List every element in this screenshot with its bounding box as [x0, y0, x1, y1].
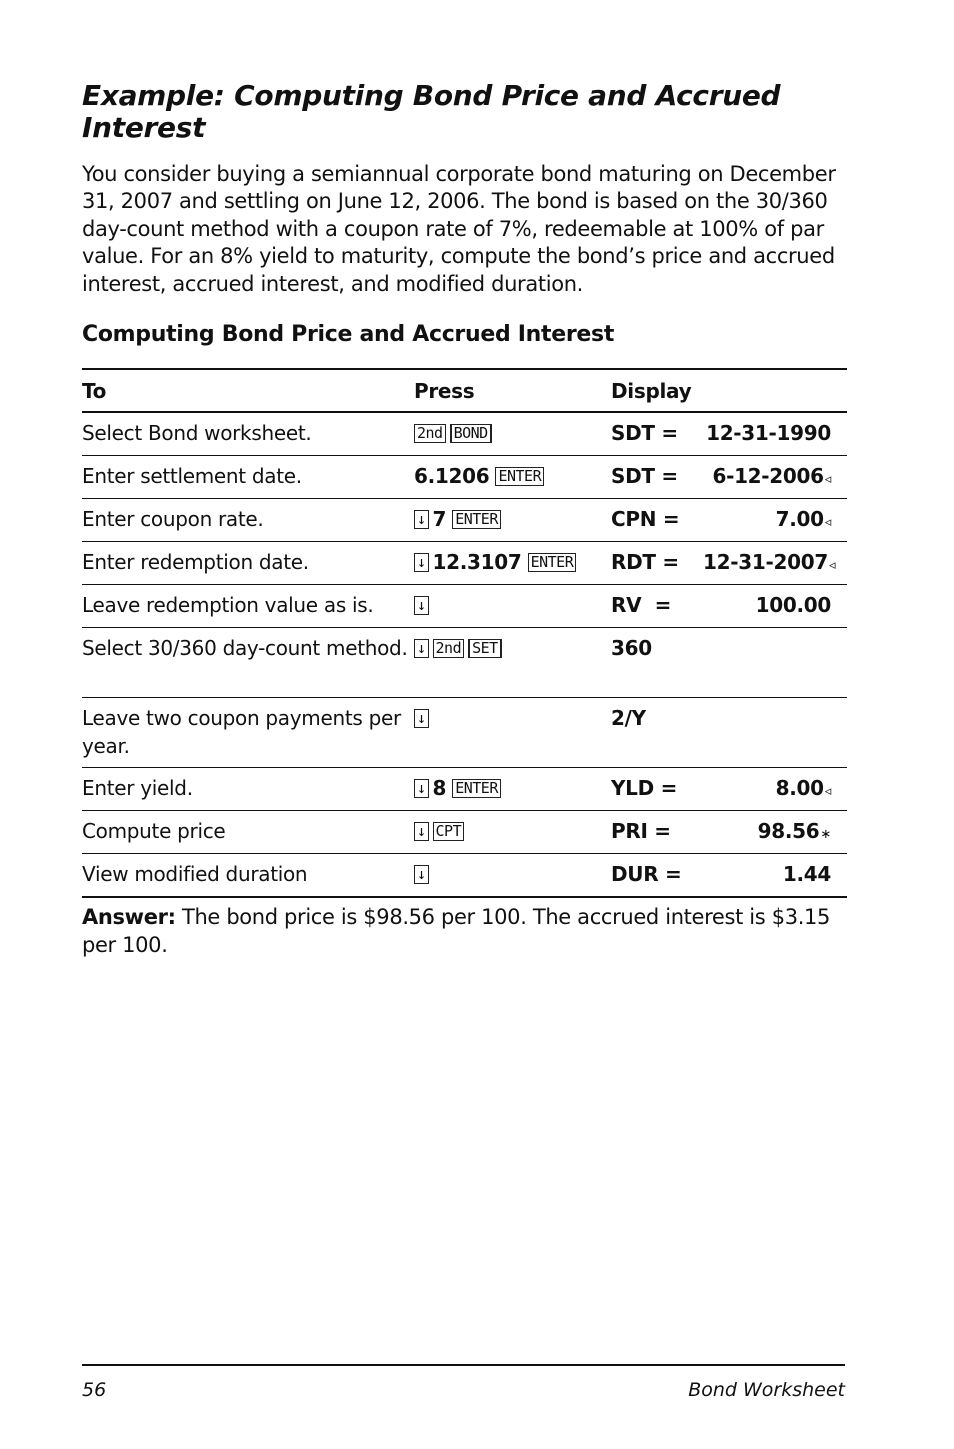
step-keystrokes [414, 412, 611, 456]
intro-paragraph: You consider buying a semiannual corporate bond maturing on December 31, 2007 and settling on June 12, 2006. The bond is based on the 30/360 day-count method with a coupon rate of 7%, redeemable at 100% of par value. For an 8% yield to maturity, compute the bond’s price and accrued interest, accrued interest, and modified duration. [82, 162, 836, 296]
display-value [703, 854, 847, 898]
display-label: 2/Y [611, 698, 703, 768]
down-arrow-key: ↓ [414, 596, 429, 615]
footer-divider [82, 1364, 845, 1366]
display-value [703, 628, 847, 698]
table-row [82, 499, 847, 542]
display-label: DUR = [611, 854, 703, 898]
display-value [703, 585, 847, 628]
step-description: View modified duration [82, 854, 414, 898]
set-key: SET [468, 639, 502, 658]
table-row [82, 456, 847, 499]
down-arrow-key: ↓ [414, 779, 429, 798]
manual-page [82, 0, 847, 1449]
step-keystrokes [414, 698, 611, 768]
column-header-display: Display [611, 369, 847, 412]
display-value-text: 12-31-1990 [706, 421, 832, 445]
down-arrow-key: ↓ [414, 865, 429, 884]
down-arrow-key: ↓ [414, 553, 429, 572]
step-keystrokes [414, 628, 611, 698]
column-header-press: Press [414, 369, 611, 412]
answer-label: Answer: [82, 905, 176, 929]
step-keystrokes [414, 456, 611, 499]
display-value-text: 8.00 [775, 776, 824, 800]
step-description: Select Bond worksheet. [82, 412, 414, 456]
step-description: Compute price [82, 811, 414, 854]
keyed-value: 8 [432, 776, 447, 800]
table-row [82, 811, 847, 854]
display-value-text: 98.56 [757, 819, 820, 843]
table-row [82, 585, 847, 628]
page-number: 56 [82, 1379, 107, 1401]
display-label: RDT = [611, 542, 703, 585]
display-label: 360 [611, 628, 703, 698]
computed-indicator-icon: ∗ [820, 827, 832, 842]
display-label: SDT = [611, 456, 703, 499]
display-value [703, 499, 847, 542]
keystroke-table [82, 368, 847, 898]
display-label: CPN = [611, 499, 703, 542]
display-value-text: 100.00 [755, 593, 832, 617]
enter-key: ENTER [452, 510, 501, 529]
display-value-text: 7.00 [775, 507, 824, 531]
step-keystrokes [414, 854, 611, 898]
keyed-value: 7 [432, 507, 447, 531]
table-header-row [82, 369, 847, 412]
display-value [703, 768, 847, 811]
2nd-key: 2nd [433, 639, 465, 658]
enter-key: ENTER [452, 779, 501, 798]
table-row [82, 542, 847, 585]
page-title: Example: Computing Bond Price and Accrued Interest [82, 79, 781, 144]
step-keystrokes [414, 499, 611, 542]
table-row [82, 854, 847, 898]
table-row [82, 768, 847, 811]
down-arrow-key: ↓ [414, 510, 429, 529]
running-footer-title: Bond Worksheet [688, 1379, 845, 1401]
display-value-text: 1.44 [782, 862, 832, 886]
column-header-to: To [82, 369, 414, 412]
step-keystrokes [414, 585, 611, 628]
down-arrow-key: ↓ [414, 639, 429, 658]
step-description: Leave redemption value as is. [82, 585, 414, 628]
table-title: Computing Bond Price and Accrued Interest [82, 322, 615, 347]
step-description: Leave two coupon payments per year. [82, 698, 414, 768]
display-value [703, 456, 847, 499]
answer-text: The bond price is $98.56 per 100. The accrued interest is $3.15 per 100. [82, 905, 831, 957]
enter-key: ENTER [528, 553, 577, 572]
step-description: Enter coupon rate. [82, 499, 414, 542]
answer-paragraph [82, 903, 847, 959]
table-row [82, 698, 847, 768]
display-value-text: 6-12-2006 [712, 464, 824, 488]
entered-indicator-icon: ◃ [824, 784, 832, 799]
step-keystrokes [414, 811, 611, 854]
cpt-key: CPT [433, 822, 465, 841]
2nd-key: 2nd [414, 424, 446, 443]
display-label: RV = [611, 585, 703, 628]
display-label: YLD = [611, 768, 703, 811]
down-arrow-key: ↓ [414, 822, 429, 841]
keyed-value: 12.3107 [432, 550, 522, 574]
entered-indicator-icon: ◃ [824, 515, 832, 530]
display-value [703, 698, 847, 768]
display-label: SDT = [611, 412, 703, 456]
enter-key: ENTER [495, 467, 544, 486]
display-value [703, 542, 847, 585]
table-body [82, 412, 847, 897]
entered-indicator-icon: ◃ [824, 472, 832, 487]
display-label: PRI = [611, 811, 703, 854]
keyed-value: 6.1206 [414, 464, 490, 488]
display-value [703, 412, 847, 456]
step-description: Enter settlement date. [82, 456, 414, 499]
table-row [82, 412, 847, 456]
display-value [703, 811, 847, 854]
step-description: Enter redemption date. [82, 542, 414, 585]
display-value-text: 12-31-2007 [703, 550, 828, 574]
step-description: Enter yield. [82, 768, 414, 811]
bond-key: BOND [450, 424, 492, 443]
table-row [82, 628, 847, 698]
step-keystrokes [414, 542, 611, 585]
down-arrow-key: ↓ [414, 709, 429, 728]
entered-indicator-icon: ◃ [828, 558, 836, 573]
step-description: Select 30/360 day-count method. [82, 628, 414, 698]
step-keystrokes [414, 768, 611, 811]
